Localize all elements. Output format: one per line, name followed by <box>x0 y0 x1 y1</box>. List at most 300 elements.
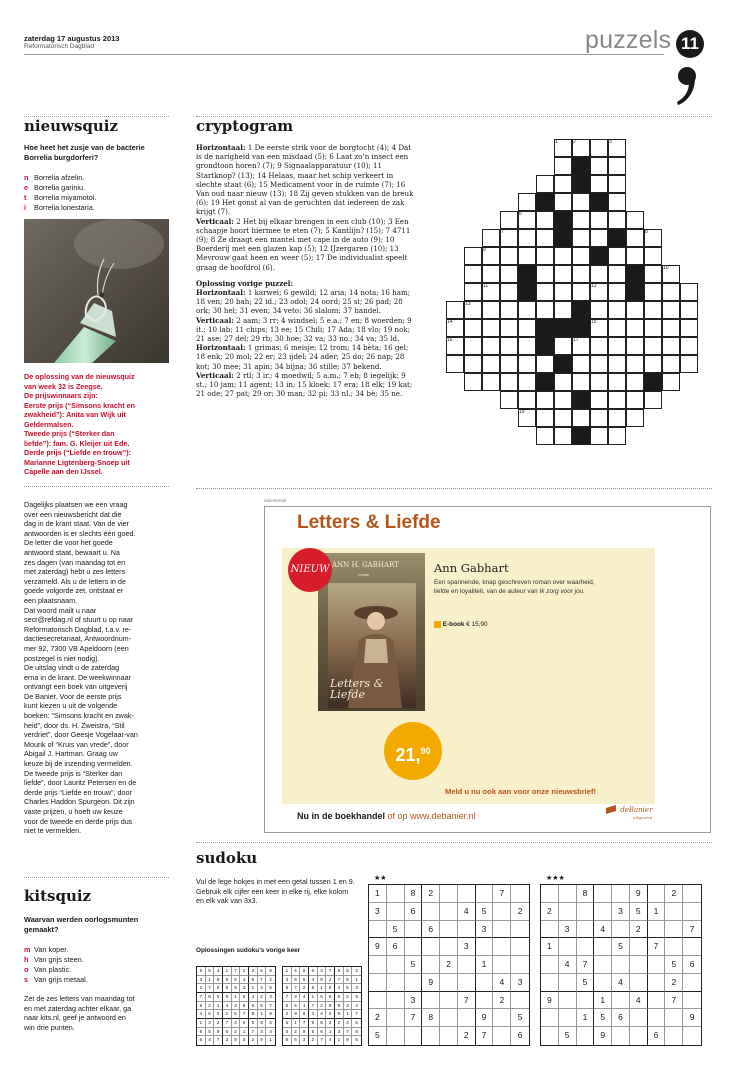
sudoku-cell[interactable]: 4 <box>612 974 630 992</box>
sudoku-cell[interactable]: 6 <box>612 1009 630 1027</box>
sudoku-cell[interactable]: 4 <box>458 903 476 921</box>
sudoku-cell[interactable] <box>559 992 577 1010</box>
crossword-cell[interactable] <box>518 355 536 373</box>
sudoku-cell[interactable] <box>577 992 595 1010</box>
sudoku-cell[interactable]: 6 <box>422 921 440 939</box>
sudoku-cell[interactable] <box>387 885 405 903</box>
sudoku-cell[interactable] <box>440 921 458 939</box>
crossword-cell[interactable] <box>554 301 572 319</box>
crossword-cell[interactable] <box>500 283 518 301</box>
sudoku-cell[interactable] <box>476 938 494 956</box>
crossword-cell[interactable] <box>518 337 536 355</box>
sudoku-cell[interactable] <box>440 992 458 1010</box>
crossword-cell[interactable] <box>518 319 536 337</box>
sudoku-cell: 9 <box>292 1010 301 1019</box>
sudoku-cell[interactable] <box>387 974 405 992</box>
crossword-cell[interactable] <box>464 283 482 301</box>
crossword-cell[interactable] <box>464 265 482 283</box>
crossword-cell[interactable] <box>608 283 626 301</box>
crossword-cell[interactable] <box>554 337 572 355</box>
crossword-cell[interactable] <box>590 355 608 373</box>
crossword-cell[interactable] <box>590 211 608 229</box>
crossword-cell[interactable] <box>554 427 572 445</box>
sudoku-cell: 8 <box>240 1002 249 1011</box>
crossword-cell[interactable] <box>590 301 608 319</box>
crossword-cell[interactable] <box>590 391 608 409</box>
crossword-cell[interactable] <box>590 427 608 445</box>
sudoku-cell[interactable] <box>440 1009 458 1027</box>
crossword-cell[interactable] <box>482 319 500 337</box>
crossword-cell[interactable] <box>626 229 644 247</box>
crossword-cell[interactable] <box>590 373 608 391</box>
sudoku-cell[interactable]: 7 <box>648 938 666 956</box>
crossword-cell[interactable] <box>662 373 680 391</box>
crossword-cell[interactable] <box>482 265 500 283</box>
sudoku-cell[interactable] <box>511 921 529 939</box>
sudoku-cell[interactable] <box>387 992 405 1010</box>
sudoku-cell[interactable] <box>493 938 511 956</box>
sudoku-cell[interactable]: 9 <box>541 992 559 1010</box>
crossword-cell[interactable] <box>536 283 554 301</box>
crossword-cell[interactable] <box>626 247 644 265</box>
sudoku-cell[interactable]: 7 <box>476 1027 494 1045</box>
sudoku-cell[interactable] <box>577 1027 595 1045</box>
sudoku-cell[interactable] <box>683 938 701 956</box>
crossword-cell[interactable] <box>464 247 482 265</box>
sudoku-cell[interactable] <box>387 1027 405 1045</box>
sudoku-cell[interactable]: 9 <box>683 1009 701 1027</box>
sudoku-cell[interactable] <box>665 903 683 921</box>
sudoku-cell: 1 <box>249 984 258 993</box>
sudoku-cell[interactable] <box>493 921 511 939</box>
crossword-cell[interactable] <box>608 337 626 355</box>
sudoku-cell[interactable] <box>648 956 666 974</box>
sudoku-cell[interactable] <box>476 885 494 903</box>
crossword-cell[interactable] <box>608 211 626 229</box>
crossword-cell[interactable] <box>500 319 518 337</box>
sudoku-cell[interactable] <box>630 1009 648 1027</box>
crossword-cell[interactable] <box>500 355 518 373</box>
crossword-cell[interactable] <box>536 229 554 247</box>
sudoku-cell[interactable] <box>440 903 458 921</box>
crossword-cell[interactable] <box>536 211 554 229</box>
crossword-cell[interactable] <box>500 247 518 265</box>
crossword-cell[interactable] <box>500 265 518 283</box>
sudoku-cell[interactable] <box>458 885 476 903</box>
sudoku-cell[interactable]: 2 <box>422 885 440 903</box>
sudoku-cell[interactable]: 7 <box>577 956 595 974</box>
sudoku-cell[interactable] <box>594 974 612 992</box>
crossword-cell[interactable] <box>518 373 536 391</box>
sudoku-cell[interactable] <box>683 992 701 1010</box>
sudoku-cell[interactable]: 3 <box>476 921 494 939</box>
sudoku-cell[interactable]: 6 <box>683 956 701 974</box>
crossword-cell[interactable] <box>500 301 518 319</box>
sudoku-cell[interactable] <box>577 921 595 939</box>
crossword-cell[interactable] <box>518 391 536 409</box>
crossword-cell[interactable] <box>482 229 500 247</box>
crossword-cell[interactable] <box>608 193 626 211</box>
sudoku-cell[interactable]: 2 <box>665 885 683 903</box>
crossword-cell[interactable] <box>644 301 662 319</box>
sudoku-cell[interactable] <box>648 885 666 903</box>
crossword-cell[interactable] <box>662 301 680 319</box>
sudoku-cell[interactable]: 7 <box>493 885 511 903</box>
sudoku-cell[interactable]: 2 <box>630 921 648 939</box>
crossword-cell[interactable] <box>626 211 644 229</box>
crossword-cell[interactable] <box>608 265 626 283</box>
crossword-cell[interactable] <box>680 319 698 337</box>
sudoku-cell[interactable]: 3 <box>458 938 476 956</box>
crossword-cell[interactable] <box>608 157 626 175</box>
sudoku-cell[interactable]: 2 <box>369 1009 387 1027</box>
sudoku-cell[interactable] <box>405 938 423 956</box>
crossword-cell[interactable] <box>572 283 590 301</box>
sudoku-cell[interactable] <box>559 974 577 992</box>
sudoku-cell[interactable] <box>387 903 405 921</box>
sudoku-cell[interactable]: 7 <box>683 921 701 939</box>
crossword-cell[interactable] <box>554 373 572 391</box>
crossword-cell[interactable] <box>662 355 680 373</box>
crossword-cell[interactable] <box>680 337 698 355</box>
sudoku-cell[interactable] <box>387 956 405 974</box>
sudoku-cell[interactable] <box>594 885 612 903</box>
sudoku-cell[interactable] <box>683 974 701 992</box>
sudoku-cell[interactable]: 4 <box>630 992 648 1010</box>
crossword-cell[interactable] <box>572 211 590 229</box>
crossword-cell[interactable] <box>464 355 482 373</box>
crossword-cell[interactable] <box>626 355 644 373</box>
crossword-cell[interactable] <box>644 247 662 265</box>
sudoku-cell[interactable]: 5 <box>577 974 595 992</box>
sudoku-cell[interactable] <box>541 1027 559 1045</box>
ad-footer[interactable]: Nu in de boekhandel of op www.debanier.nl <box>297 811 476 821</box>
crossword-cell[interactable] <box>626 391 644 409</box>
sudoku-cell[interactable] <box>665 1027 683 1045</box>
sudoku-cell[interactable] <box>648 974 666 992</box>
crossword-cell[interactable] <box>500 391 518 409</box>
sudoku-cell[interactable] <box>612 956 630 974</box>
sudoku-cell[interactable] <box>612 921 630 939</box>
crossword-cell[interactable] <box>500 337 518 355</box>
crossword-cell[interactable] <box>572 193 590 211</box>
crossword-cell[interactable] <box>644 319 662 337</box>
sudoku-cell[interactable]: 4 <box>493 974 511 992</box>
sudoku-cell[interactable]: 2 <box>511 903 529 921</box>
crossword-cell[interactable] <box>554 193 572 211</box>
crossword-cell[interactable] <box>464 337 482 355</box>
crossword-cell[interactable] <box>644 337 662 355</box>
sudoku-cell[interactable] <box>405 1027 423 1045</box>
sudoku-cell[interactable]: 5 <box>630 903 648 921</box>
sudoku-cell[interactable] <box>594 956 612 974</box>
sudoku-cell[interactable] <box>458 1009 476 1027</box>
sudoku-cell[interactable] <box>612 992 630 1010</box>
sudoku-cell[interactable] <box>511 885 529 903</box>
crossword-cell[interactable] <box>662 319 680 337</box>
crossword-cell[interactable] <box>608 391 626 409</box>
sudoku-cell[interactable] <box>405 974 423 992</box>
ad-label: advertentie <box>264 498 287 503</box>
sudoku-cell[interactable] <box>630 956 648 974</box>
sudoku-cell[interactable] <box>612 885 630 903</box>
crossword-cell[interactable] <box>626 337 644 355</box>
sudoku-cell[interactable]: 6 <box>387 938 405 956</box>
sudoku-cell[interactable]: 5 <box>511 1009 529 1027</box>
crossword-cell[interactable] <box>554 175 572 193</box>
crossword-cell[interactable] <box>626 301 644 319</box>
sudoku-cell[interactable] <box>648 992 666 1010</box>
sudoku-cell[interactable]: 7 <box>458 992 476 1010</box>
sudoku-cell[interactable]: 5 <box>405 956 423 974</box>
sudoku-cell[interactable]: 5 <box>476 903 494 921</box>
sudoku-cell[interactable] <box>665 921 683 939</box>
sudoku-cell[interactable]: 2 <box>541 903 559 921</box>
sudoku-cell[interactable]: 5 <box>665 956 683 974</box>
crossword-cell[interactable] <box>446 355 464 373</box>
sudoku-cell[interactable] <box>559 1009 577 1027</box>
sudoku-cell[interactable] <box>369 956 387 974</box>
sudoku-cell[interactable] <box>422 992 440 1010</box>
crossword-cell[interactable] <box>554 409 572 427</box>
crossword-cell[interactable] <box>536 265 554 283</box>
crossword-cell[interactable] <box>536 301 554 319</box>
sudoku-cell[interactable] <box>422 956 440 974</box>
sudoku-cell[interactable]: 3 <box>369 903 387 921</box>
sudoku-cell[interactable]: 9 <box>594 1027 612 1045</box>
sudoku-cell[interactable]: 5 <box>612 938 630 956</box>
sudoku-cell[interactable] <box>422 903 440 921</box>
sudoku-cell[interactable]: 3 <box>612 903 630 921</box>
sudoku-cell[interactable]: 6 <box>405 903 423 921</box>
sudoku-cell[interactable]: 1 <box>476 956 494 974</box>
crossword-cell[interactable] <box>644 391 662 409</box>
crossword-cell[interactable] <box>554 265 572 283</box>
sudoku-cell[interactable] <box>511 938 529 956</box>
crossword-cell[interactable] <box>608 373 626 391</box>
sudoku-cell[interactable] <box>440 938 458 956</box>
sudoku-cell[interactable] <box>458 974 476 992</box>
crossword-cell[interactable] <box>536 355 554 373</box>
sudoku-cell[interactable]: 2 <box>440 956 458 974</box>
sudoku-cell[interactable] <box>630 938 648 956</box>
crossword-cell[interactable] <box>500 373 518 391</box>
book-cover[interactable] <box>318 553 425 711</box>
crossword-cell[interactable] <box>518 229 536 247</box>
sudoku-cell[interactable]: 2 <box>665 974 683 992</box>
sudoku-cell[interactable]: 8 <box>422 1009 440 1027</box>
crossword-cell[interactable] <box>590 175 608 193</box>
sudoku-cell[interactable] <box>541 1009 559 1027</box>
crossword-cell[interactable] <box>554 283 572 301</box>
crossword-cell[interactable] <box>590 337 608 355</box>
sudoku-cell[interactable] <box>541 885 559 903</box>
sudoku-cell[interactable]: 6 <box>517 1030 523 1041</box>
sudoku-cell[interactable]: 2 <box>458 1027 476 1045</box>
sudoku-cell[interactable]: 3 <box>559 921 577 939</box>
sudoku-cell[interactable] <box>559 903 577 921</box>
sudoku-cell: 6 <box>232 976 241 985</box>
crossword-cell[interactable] <box>554 247 572 265</box>
crossword-cell[interactable] <box>608 409 626 427</box>
sudoku-cell[interactable] <box>630 1027 648 1045</box>
crossword-cell[interactable] <box>572 247 590 265</box>
sudoku-cell[interactable]: 5 <box>559 1027 577 1045</box>
crossword-cell[interactable] <box>500 211 518 229</box>
crossword-cell[interactable] <box>518 247 536 265</box>
sudoku-cell[interactable]: 1 <box>577 1009 595 1027</box>
sudoku-cell[interactable]: 1 <box>541 938 559 956</box>
sudoku-cell[interactable] <box>577 938 595 956</box>
sudoku-cell[interactable] <box>493 956 511 974</box>
crossword-cell[interactable] <box>482 301 500 319</box>
crossword-cell[interactable] <box>626 409 644 427</box>
crossword-cell[interactable] <box>680 355 698 373</box>
sudoku-cell[interactable] <box>577 903 595 921</box>
crossword-cell[interactable] <box>536 175 554 193</box>
sudoku-cell[interactable] <box>612 1027 630 1045</box>
crossword-cell[interactable] <box>608 247 626 265</box>
sudoku-cell[interactable] <box>493 1027 511 1045</box>
crossword-cell[interactable] <box>590 229 608 247</box>
crossword-cell[interactable] <box>518 193 536 211</box>
sudoku-cell[interactable] <box>387 1009 405 1027</box>
sudoku-cell[interactable]: 2 <box>493 992 511 1010</box>
sudoku-cell[interactable] <box>369 921 387 939</box>
crossword-cell[interactable] <box>644 265 662 283</box>
crossword-cell[interactable] <box>536 247 554 265</box>
crossword-cell[interactable] <box>482 355 500 373</box>
sudoku-cell[interactable] <box>476 974 494 992</box>
crossword-cell[interactable] <box>626 319 644 337</box>
sudoku-cell[interactable] <box>541 956 559 974</box>
sudoku-cell[interactable]: 5 <box>369 1027 387 1045</box>
sudoku-cell[interactable] <box>665 1009 683 1027</box>
sudoku-cell[interactable] <box>422 1027 440 1045</box>
crossword-cell[interactable] <box>572 355 590 373</box>
sudoku-cell[interactable]: 7 <box>665 992 683 1010</box>
sudoku-cell[interactable] <box>511 992 529 1010</box>
crossword-cell[interactable] <box>464 319 482 337</box>
newsletter-link[interactable]: Meld u nu ook aan voor onze nieuwsbrief! <box>445 787 597 796</box>
crossword-cell[interactable] <box>464 373 482 391</box>
crossword-cell[interactable] <box>608 319 626 337</box>
sudoku-cell[interactable] <box>630 974 648 992</box>
crossword-cell[interactable] <box>608 355 626 373</box>
sudoku-cell[interactable]: 5 <box>594 1009 612 1027</box>
crossword-cell[interactable] <box>662 337 680 355</box>
crossword-cell[interactable] <box>536 427 554 445</box>
crossword-cell[interactable] <box>572 229 590 247</box>
sudoku-cell[interactable] <box>440 1027 458 1045</box>
crossword-cell[interactable] <box>590 265 608 283</box>
sudoku-cell[interactable] <box>683 1027 701 1045</box>
crossword-cell[interactable] <box>572 373 590 391</box>
crossword-cell[interactable] <box>590 409 608 427</box>
sudoku-cell[interactable]: 6 <box>648 1027 666 1045</box>
sudoku-cell[interactable] <box>665 938 683 956</box>
cover-author: ANN H. GABHART <box>332 561 399 569</box>
sudoku-cell[interactable]: 9 <box>476 1009 494 1027</box>
sudoku-cell[interactable]: 9 <box>630 885 648 903</box>
sudoku-cell[interactable] <box>594 938 612 956</box>
crossword-cell[interactable] <box>662 283 680 301</box>
sudoku-cell[interactable]: 4 <box>594 921 612 939</box>
crossword-cell[interactable] <box>572 265 590 283</box>
crossword-cell[interactable] <box>518 301 536 319</box>
crossword-cell[interactable] <box>446 301 464 319</box>
sudoku-cell[interactable]: 4 <box>559 956 577 974</box>
crossword-cell[interactable] <box>554 391 572 409</box>
crossword-cell[interactable] <box>536 391 554 409</box>
sudoku-cell[interactable] <box>476 992 494 1010</box>
crossword-cell[interactable] <box>590 157 608 175</box>
crossword-cell[interactable] <box>572 409 590 427</box>
crossword-cell[interactable] <box>680 283 698 301</box>
crossword-cell[interactable] <box>536 409 554 427</box>
sudoku-cell[interactable] <box>440 974 458 992</box>
sudoku-cell[interactable]: 7 <box>405 1009 423 1027</box>
sudoku-cell[interactable]: 8 <box>577 885 595 903</box>
sudoku-cell[interactable]: 1 <box>369 885 387 903</box>
sudoku-cell[interactable] <box>648 921 666 939</box>
crossword-cell[interactable] <box>644 355 662 373</box>
sudoku-cell[interactable] <box>541 921 559 939</box>
sudoku-cell[interactable] <box>493 903 511 921</box>
sudoku-cell[interactable]: 1 <box>648 903 666 921</box>
sudoku-cell[interactable] <box>493 1009 511 1027</box>
crossword-cell[interactable] <box>482 337 500 355</box>
sudoku-grid-1[interactable] <box>368 884 530 1046</box>
sudoku-cell[interactable] <box>541 974 559 992</box>
sudoku-cell[interactable]: 1 <box>594 992 612 1010</box>
crossword-cell[interactable] <box>554 157 572 175</box>
sudoku-cell[interactable] <box>559 938 577 956</box>
sudoku-cell[interactable] <box>648 1009 666 1027</box>
sudoku-cell[interactable]: 3 <box>511 974 529 992</box>
sudoku-cell[interactable]: 9 <box>422 974 440 992</box>
crossword-cell[interactable] <box>626 373 644 391</box>
sudoku-cell[interactable] <box>440 885 458 903</box>
crossword-grid[interactable] <box>446 139 698 427</box>
sudoku-cell[interactable] <box>594 903 612 921</box>
sudoku-cell[interactable] <box>369 992 387 1010</box>
crossword-cell[interactable] <box>608 301 626 319</box>
crossword-cell[interactable] <box>590 139 608 157</box>
sudoku-cell[interactable]: 5 <box>387 921 405 939</box>
divider <box>196 842 712 843</box>
sudoku-cell[interactable] <box>458 921 476 939</box>
crossword-cell[interactable] <box>482 373 500 391</box>
crossword-cell[interactable] <box>608 175 626 193</box>
crossword-cell[interactable] <box>644 283 662 301</box>
sudoku-cell[interactable] <box>405 921 423 939</box>
sudoku-cell[interactable] <box>683 885 701 903</box>
sudoku-grid-2[interactable] <box>540 884 702 1046</box>
sudoku-cell[interactable] <box>422 938 440 956</box>
sudoku-cell[interactable] <box>369 974 387 992</box>
sudoku-cell[interactable]: 8 <box>405 885 423 903</box>
clue-number: 6 <box>519 211 522 217</box>
crossword-cell[interactable] <box>608 427 626 445</box>
sudoku-cell[interactable] <box>511 956 529 974</box>
crossword-cell[interactable] <box>680 301 698 319</box>
sudoku-cell[interactable] <box>559 885 577 903</box>
sudoku-cell[interactable]: 9 <box>369 938 387 956</box>
sudoku-cell[interactable] <box>683 903 701 921</box>
sudoku-cell[interactable] <box>458 956 476 974</box>
sudoku-cell[interactable]: 3 <box>405 992 423 1010</box>
